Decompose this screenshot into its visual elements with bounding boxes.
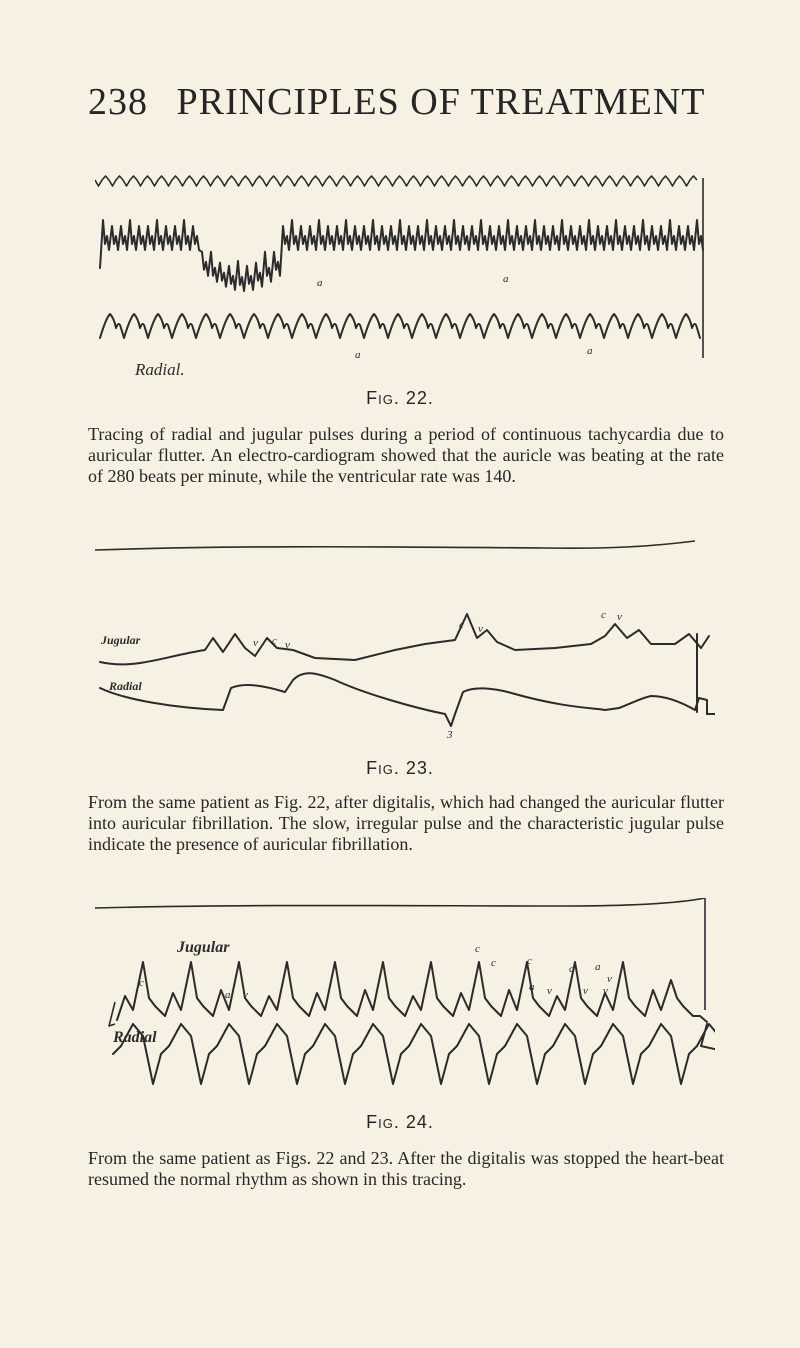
fig23-radial-trace (100, 673, 715, 726)
fig22-mark: a (587, 345, 593, 357)
fig22-mark: a (503, 273, 509, 285)
fig24-label: Fig. 24. (366, 1112, 434, 1132)
f24-jug-path (117, 962, 707, 1022)
fig24-mark: c (527, 955, 532, 967)
page-number: 238 (88, 81, 148, 123)
fig22-caption: Tracing of radial and jugular pulses during a period of continuous tachycardia due to auricular flutter. An electro-cardiogram showed that the auricle was beating at the rate of 280 beats per minute, while the ventricular rate was 140. (88, 424, 724, 486)
f24-jug-path (109, 1002, 115, 1026)
f22-rad-path (100, 314, 700, 338)
fig24-mark: a (595, 961, 601, 973)
fig22-svg (95, 168, 715, 378)
fig24-radial-trace (113, 1024, 715, 1084)
fig22-mark: a (317, 277, 323, 289)
running-title: PRINCIPLES OF TREATMENT (176, 81, 706, 123)
fig23-mark: v (617, 611, 622, 623)
fig23-tracing (95, 538, 715, 748)
fig23-time-marker-line (95, 541, 695, 550)
fig24-svg (95, 898, 715, 1108)
fig23-radial-label: Radial (109, 679, 142, 693)
fig24-mark: c (475, 943, 480, 955)
f22-jug-path (100, 220, 703, 291)
fig24-jugular-label: Jugular (177, 939, 230, 956)
f22-top-path (95, 176, 697, 186)
fig22-radial-trace (100, 314, 700, 338)
fig24-mark: c (491, 957, 496, 969)
fig24-mark: v (583, 985, 588, 997)
fig24-mark: v (243, 989, 248, 1001)
fig24-jugular-trace (109, 962, 707, 1026)
fig23-mark: 3 (447, 729, 453, 741)
fig22-time-marker-line (95, 176, 697, 186)
fig22-mark: a (355, 349, 361, 361)
fig23-svg (95, 538, 715, 748)
fig23-mark: c (272, 635, 277, 647)
fig24-mark: v (547, 985, 552, 997)
fig24-mark: a (569, 963, 575, 975)
fig23-mark: c (459, 619, 464, 631)
fig22-tracing (95, 168, 715, 378)
fig24-mark: v (607, 973, 612, 985)
fig24-mark: a (529, 981, 535, 993)
fig22-jugular-trace (100, 220, 703, 291)
fig22-label: Fig. 22. (366, 388, 434, 408)
fig23-mark: v (478, 623, 483, 635)
fig24-caption: From the same patient as Figs. 22 and 23. After the digitalis was stopped the heart-beat resumed the normal rhythm as shown in this tracing. (88, 1148, 724, 1189)
fig23-caption: From the same patient as Fig. 22, after digitalis, which had changed the auricular flutter into auricular fibrillation. The slow, irregular pulse and the characteristic jugular pulse indicate the presence of auricular fibrillation. (88, 792, 724, 854)
fig24-mark: c (139, 977, 144, 989)
fig23-jugular-label: Jugular (101, 633, 141, 647)
fig24-tracing (95, 898, 715, 1108)
fig24-time-marker-line (95, 898, 705, 908)
fig23-mark: c (601, 609, 606, 621)
page-header (88, 80, 728, 124)
fig24-mark: v (603, 985, 608, 997)
fig23-label: Fig. 23. (366, 758, 434, 778)
fig23-mark: v (285, 639, 290, 651)
fig22-radial-label: Radial. (135, 360, 185, 378)
fig24-mark: a (225, 989, 231, 1001)
fig24-radial-label: Radial (113, 1029, 157, 1046)
f24-rad-path (113, 1024, 715, 1084)
fig23-mark: v (253, 637, 258, 649)
